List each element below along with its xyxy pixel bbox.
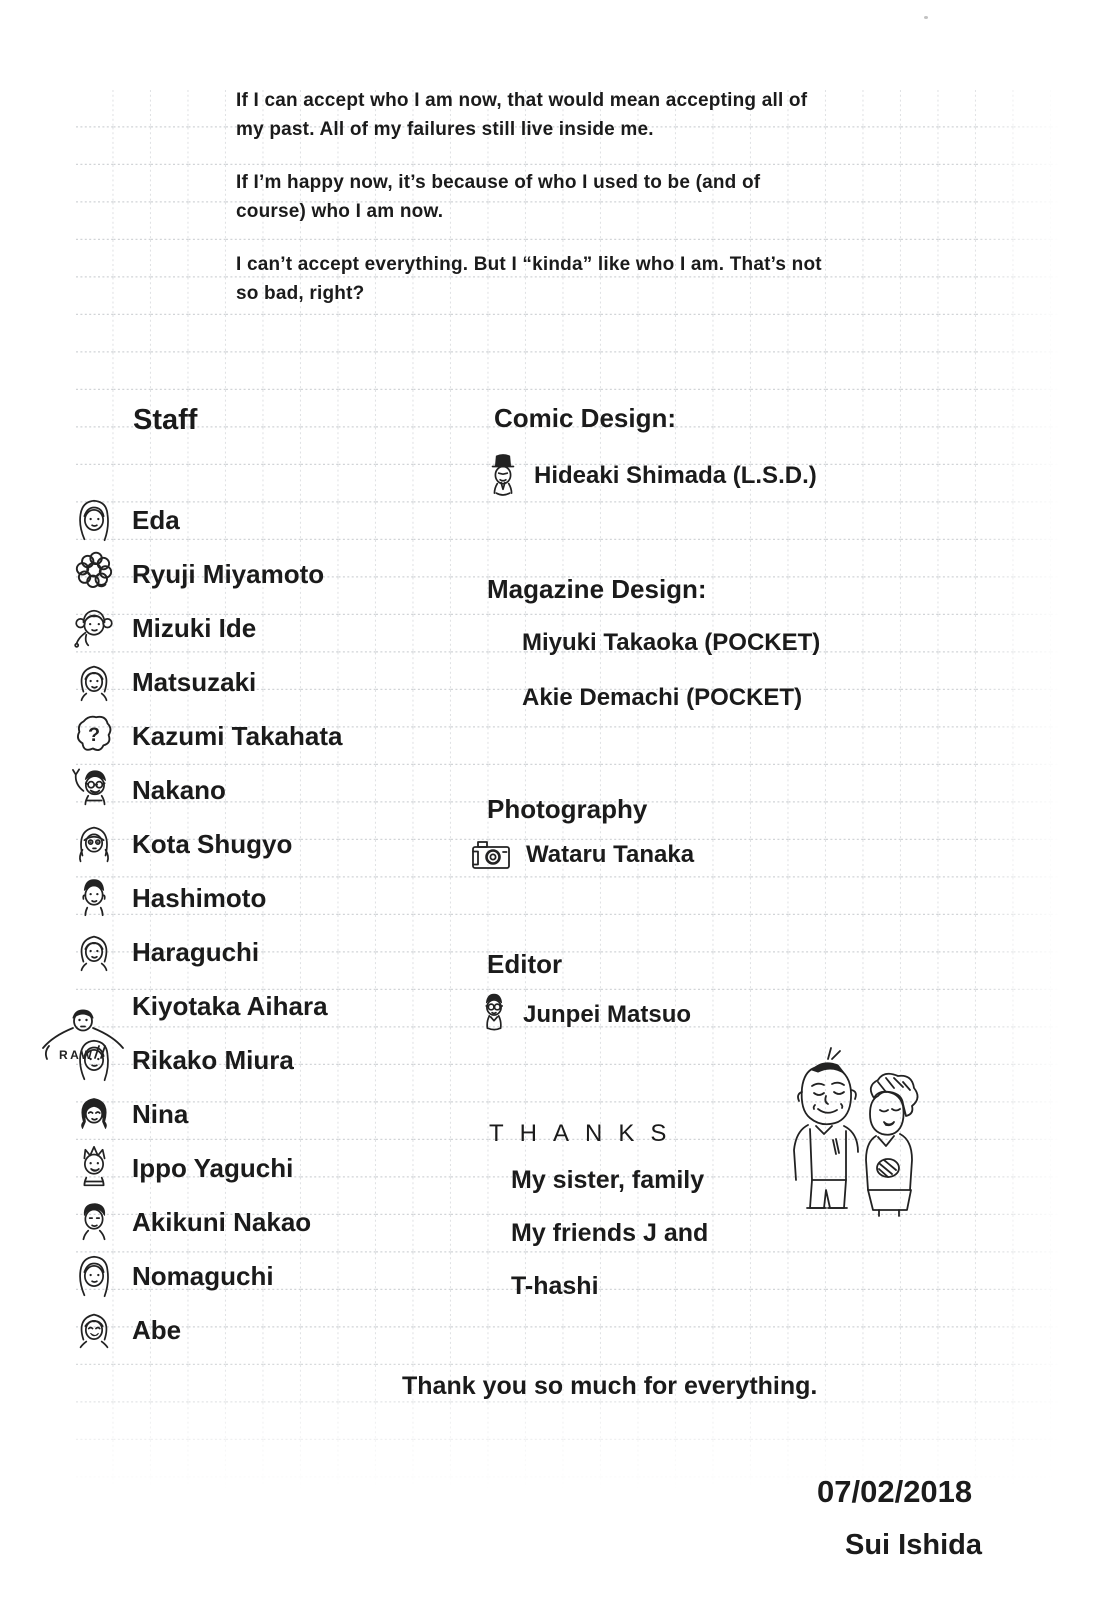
- staff-row: [66, 1303, 342, 1357]
- staff-row: [66, 601, 342, 655]
- doodle-portrait-icon: [66, 819, 122, 869]
- staff-member-name: Nina: [132, 1098, 189, 1129]
- author-signature: Sui Ishida: [845, 1529, 982, 1561]
- doodle-portrait-icon: [66, 1089, 122, 1139]
- staff-member-name: Eda: [132, 504, 180, 535]
- staff-member-name: Mizuki Ide: [132, 612, 257, 643]
- editor-heading: Editor: [487, 949, 563, 979]
- staff-row: [66, 655, 342, 709]
- thanks-line: My sister, family: [511, 1166, 705, 1194]
- doodle-portrait-icon: [66, 1143, 122, 1193]
- editor-entry: [477, 990, 691, 1040]
- thanks-line: T-hashi: [511, 1272, 599, 1300]
- staff-row: [66, 493, 342, 547]
- afterword-intro: [236, 86, 936, 332]
- thanks-heading: THANKS: [489, 1120, 683, 1147]
- intro-line: If I’m happy now, it’s because of who I used to be (and of: [236, 172, 761, 193]
- paper-speck: [924, 16, 928, 19]
- staff-member-name: Ippo Yaguchi: [132, 1152, 294, 1183]
- doodle-portrait-icon: [66, 1035, 122, 1085]
- magazine-design-heading: Magazine Design:: [487, 574, 707, 604]
- staff-row: [66, 1195, 342, 1249]
- doodle-portrait-icon: [66, 873, 122, 923]
- closing-date: 07/02/2018: [817, 1474, 973, 1509]
- camera-icon: [470, 838, 514, 872]
- intro-paragraph: [236, 86, 936, 144]
- doodle-portrait-icon: [66, 1197, 122, 1247]
- closing-message: Thank you so much for everything.: [402, 1372, 818, 1400]
- doodle-portrait-icon: [66, 765, 122, 815]
- staff-member-name: Abe: [132, 1314, 182, 1345]
- thanks-line: My friends J and: [511, 1219, 709, 1247]
- staff-list: [66, 493, 342, 1357]
- credit-name: Junpei Matsuo: [523, 1001, 692, 1028]
- staff-heading: Staff: [133, 404, 198, 436]
- staff-member-name: Nomaguchi: [132, 1260, 274, 1291]
- thanks-lines: [511, 1166, 708, 1325]
- staff-member-name: Nakano: [132, 774, 226, 805]
- comic-design-entry: [484, 450, 817, 502]
- intro-line: my past. All of my failures still live inside me.: [236, 119, 654, 140]
- doodle-portrait-icon: [66, 603, 122, 653]
- staff-member-name: Kiyotaka Aihara: [132, 990, 328, 1021]
- parents-doodle: [766, 1038, 938, 1243]
- staff-row: [66, 547, 342, 601]
- intro-paragraph: [236, 168, 936, 226]
- staff-member-name: Rikako Miura: [132, 1044, 294, 1075]
- credit-name: Hideaki Shimada (L.S.D.): [534, 462, 817, 489]
- staff-row: [66, 1033, 342, 1087]
- doodle-portrait-icon: [66, 927, 122, 977]
- man-top-hat-icon: [484, 450, 522, 502]
- staff-row: [66, 925, 342, 979]
- intro-paragraph: [236, 250, 936, 308]
- doodle-portrait-icon: [66, 549, 122, 599]
- doodle-portrait-icon: [66, 495, 122, 545]
- credit-name: Akie Demachi (POCKET): [522, 684, 803, 711]
- staff-member-name: Hashimoto: [132, 882, 267, 913]
- doodle-portrait-icon: [66, 1251, 122, 1301]
- staff-member-name: Akikuni Nakao: [132, 1206, 312, 1237]
- staff-row: [66, 871, 342, 925]
- staff-row: [66, 709, 342, 763]
- staff-member-name: Haraguchi: [132, 936, 260, 967]
- staff-row: [66, 1087, 342, 1141]
- intro-line: If I can accept who I am now, that would mean accepting all of: [236, 90, 808, 111]
- doodle-portrait-icon: [66, 657, 122, 707]
- staff-row: [66, 817, 342, 871]
- question-bubble-icon: [66, 711, 122, 761]
- intro-line: course) who I am now.: [236, 201, 444, 222]
- credit-name: Wataru Tanaka: [526, 841, 695, 868]
- comic-design-heading: Comic Design:: [494, 403, 677, 433]
- photography-entry: [470, 838, 694, 872]
- doodle-portrait-icon: [66, 1305, 122, 1355]
- staff-member-name: Kazumi Takahata: [132, 720, 343, 751]
- intro-line: so bad, right?: [236, 283, 365, 304]
- man-round-glasses-icon: [477, 990, 511, 1040]
- staff-member-name: Kota Shugyo: [132, 828, 293, 859]
- staff-member-name: Matsuzaki: [132, 666, 257, 697]
- staff-row: [66, 979, 342, 1033]
- staff-row: [66, 763, 342, 817]
- intro-line: I can’t accept everything. But I “kinda” like who I am. That’s not: [236, 254, 822, 275]
- photography-heading: Photography: [487, 794, 648, 824]
- staff-member-name: Ryuji Miyamoto: [132, 558, 325, 589]
- staff-row: [66, 1249, 342, 1303]
- staff-row: [66, 1141, 342, 1195]
- credit-name: Miyuki Takaoka (POCKET): [522, 629, 821, 656]
